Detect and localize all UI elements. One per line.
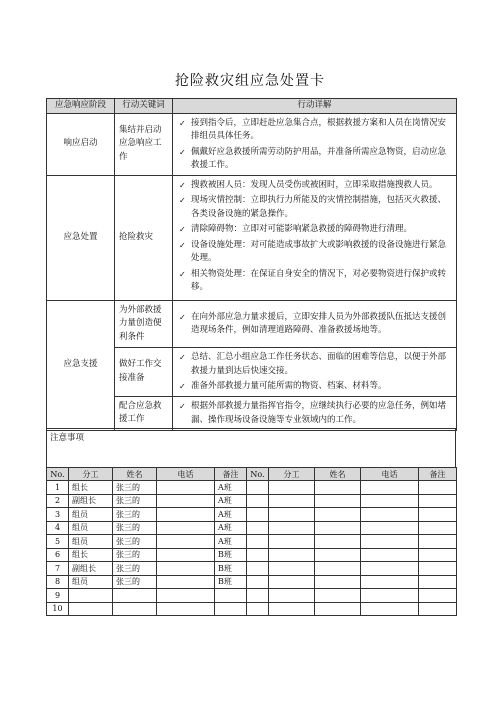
- roster-header-cell: 分工: [69, 468, 113, 481]
- roster-phone-cell: [157, 535, 215, 549]
- roster-empty-cell: [361, 508, 419, 522]
- roster-empty-cell: [269, 602, 315, 616]
- roster-empty-cell: [419, 562, 457, 576]
- detail-cell: [173, 396, 457, 430]
- detail-text: 在向外部应急力量求援后，立即安排人员为外部救援队伍抵达支援创造现场条件，例如清理道路障碍、准备救援场地等。: [191, 311, 447, 336]
- detail-item: [179, 239, 452, 266]
- roster-empty-cell: [269, 481, 315, 495]
- roster-role-cell: 副组长: [69, 562, 113, 576]
- header-detail: 行动详解: [173, 99, 457, 114]
- roster-header-cell: 电话: [157, 468, 215, 481]
- roster-name-cell: 张三的: [113, 521, 157, 535]
- roster-name-cell: 张三的: [113, 508, 157, 522]
- card-row: [47, 175, 457, 300]
- roster-empty-cell: [361, 481, 419, 495]
- roster-empty-cell: [315, 602, 361, 616]
- roster-phone-cell: [157, 602, 215, 616]
- roster-empty-cell: [361, 521, 419, 535]
- roster-empty-cell: [361, 494, 419, 508]
- detail-item: [179, 223, 452, 237]
- roster-no-cell: 7: [47, 562, 69, 576]
- roster-role-cell: 组长: [69, 548, 113, 562]
- header-phase: 应急响应阶段: [47, 99, 115, 114]
- detail-cell: [173, 113, 457, 175]
- check-icon: ✓: [179, 147, 186, 157]
- roster-empty-cell: [361, 562, 419, 576]
- roster-row: [47, 602, 457, 616]
- roster-empty-cell: [247, 575, 269, 589]
- detail-item: [179, 311, 452, 338]
- roster-phone-cell: [157, 562, 215, 576]
- roster-empty-cell: [269, 535, 315, 549]
- roster-phone-cell: [157, 575, 215, 589]
- roster-empty-cell: [269, 562, 315, 576]
- roster-role-cell: 组员: [69, 508, 113, 522]
- roster-phone-cell: [157, 481, 215, 495]
- roster-empty-cell: [315, 508, 361, 522]
- roster-note-cell: B班: [215, 575, 247, 589]
- roster-role-cell: 组长: [69, 481, 113, 495]
- roster-empty-cell: [419, 494, 457, 508]
- roster-no-cell: 8: [47, 575, 69, 589]
- check-icon: ✓: [179, 196, 186, 205]
- roster-empty-cell: [315, 548, 361, 562]
- roster-empty-cell: [315, 562, 361, 576]
- emergency-card-table: [46, 98, 457, 431]
- check-icon: ✓: [179, 269, 186, 279]
- roster-empty-cell: [315, 589, 361, 603]
- phase-cell: 应急支援: [47, 300, 115, 430]
- detail-text: 接到指令后，立即赶赴应急集合点，根据救援方案和人员在岗情况安排组员具体任务。: [191, 117, 447, 141]
- notes-box: [46, 428, 456, 468]
- detail-item: [179, 179, 452, 193]
- roster-header-cell: 电话: [361, 468, 419, 481]
- detail-cell: [173, 348, 457, 397]
- roster-empty-cell: [419, 575, 457, 589]
- roster-no-cell: 1: [47, 481, 69, 495]
- roster-name-cell: 张三的: [113, 494, 157, 508]
- detail-text: 现场灾情控制：立即执行力所能及的灾情控制措施，包括灭火救援、各类设备设施的紧急操作。: [191, 195, 447, 219]
- check-icon: ✓: [179, 353, 186, 362]
- roster-empty-cell: [361, 575, 419, 589]
- roster-empty-cell: [419, 535, 457, 549]
- detail-text: 佩戴好应急救援所需劳动防护用品，并准备所需应急物资，启动应急救援工作。: [191, 146, 447, 170]
- notes-label: 注意事项: [47, 429, 456, 468]
- roster-role-cell: 组员: [69, 521, 113, 535]
- detail-text: 设备设施处理：对可能造成事故扩大或影响救援的设备设施进行紧急处理。: [191, 239, 447, 263]
- roster-row: [47, 494, 457, 508]
- detail-text: 准备外部救援力量可能所需的物资、档案、材料等。: [191, 381, 387, 391]
- action-cell: 做好工作交接准备: [115, 348, 173, 397]
- roster-empty-cell: [247, 589, 269, 603]
- roster-table: [46, 467, 457, 616]
- roster-name-cell: 张三的: [113, 535, 157, 549]
- roster-no-cell: 5: [47, 535, 69, 549]
- roster-note-cell: A班: [215, 521, 247, 535]
- roster-empty-cell: [247, 562, 269, 576]
- roster-phone-cell: [157, 589, 215, 603]
- roster-name-cell: 张三的: [113, 575, 157, 589]
- roster-phone-cell: [157, 494, 215, 508]
- roster-name-cell: 张三的: [113, 562, 157, 576]
- roster-empty-cell: [269, 575, 315, 589]
- roster-phone-cell: [157, 521, 215, 535]
- roster-empty-cell: [247, 602, 269, 616]
- roster-empty-cell: [419, 548, 457, 562]
- detail-item: [179, 400, 452, 427]
- detail-item: [179, 194, 452, 221]
- roster-empty-cell: [269, 548, 315, 562]
- roster-row: [47, 548, 457, 562]
- roster-header-cell: 姓名: [113, 468, 157, 481]
- detail-cell: [173, 300, 457, 348]
- header-action: 行动关键词: [115, 99, 173, 114]
- roster-phone-cell: [157, 508, 215, 522]
- roster-row: [47, 562, 457, 576]
- roster-no-cell: 3: [47, 508, 69, 522]
- roster-empty-cell: [247, 508, 269, 522]
- page-title: 抢险救灾组应急处置卡: [175, 73, 325, 89]
- card-row: [47, 113, 457, 175]
- check-icon: ✓: [179, 118, 186, 128]
- roster-row: [47, 508, 457, 522]
- card-header-row: [47, 99, 457, 114]
- roster-phone-cell: [157, 548, 215, 562]
- roster-header-cell: 姓名: [315, 468, 361, 481]
- roster-note-cell: A班: [215, 481, 247, 495]
- roster-row: [47, 575, 457, 589]
- detail-item: [179, 117, 452, 144]
- roster-header-cell: No.: [247, 468, 269, 481]
- roster-header-row: [47, 468, 457, 481]
- roster-empty-cell: [269, 494, 315, 508]
- roster-note-cell: A班: [215, 494, 247, 508]
- roster-empty-cell: [269, 508, 315, 522]
- detail-cell: [173, 175, 457, 300]
- roster-empty-cell: [315, 521, 361, 535]
- roster-no-cell: 9: [47, 589, 69, 603]
- roster-name-cell: 张三的: [113, 481, 157, 495]
- phase-cell: 应急处置: [47, 175, 115, 300]
- roster-no-cell: 6: [47, 548, 69, 562]
- check-icon: ✓: [179, 402, 186, 411]
- roster-role-cell: [69, 589, 113, 603]
- roster-role-cell: 组员: [69, 575, 113, 589]
- roster-header-cell: No.: [47, 468, 69, 481]
- card-row: [47, 300, 457, 348]
- roster-empty-cell: [247, 494, 269, 508]
- roster-empty-cell: [361, 535, 419, 549]
- roster-empty-cell: [315, 494, 361, 508]
- detail-item: [179, 146, 452, 173]
- detail-text: 总结、汇总小组应急工作任务状态、面临的困难等信息，以便于外部救援力量到达后快速交接。: [191, 352, 447, 376]
- roster-empty-cell: [419, 481, 457, 495]
- check-icon: ✓: [179, 382, 186, 391]
- roster-empty-cell: [419, 589, 457, 603]
- roster-no-cell: 10: [47, 602, 69, 616]
- check-icon: ✓: [179, 240, 186, 250]
- roster-name-cell: [113, 589, 157, 603]
- roster-empty-cell: [315, 575, 361, 589]
- roster-note-cell: A班: [215, 508, 247, 522]
- roster-empty-cell: [247, 535, 269, 549]
- roster-empty-cell: [315, 481, 361, 495]
- roster-empty-cell: [269, 521, 315, 535]
- detail-item: [179, 268, 452, 295]
- roster-note-cell: A班: [215, 535, 247, 549]
- roster-no-cell: 4: [47, 521, 69, 535]
- roster-name-cell: 张三的: [113, 548, 157, 562]
- roster-header-cell: 备注: [215, 468, 247, 481]
- phase-cell: 响应启动: [47, 113, 115, 175]
- check-icon: ✓: [179, 312, 186, 322]
- roster-empty-cell: [419, 602, 457, 616]
- roster-row: [47, 521, 457, 535]
- roster-empty-cell: [247, 481, 269, 495]
- detail-text: 根据外部救援力量指挥官指令，应继续执行必要的应急任务，例如堵漏、操作现场设备设施等专业领域内的工作。: [191, 401, 447, 425]
- roster-name-cell: [113, 602, 157, 616]
- roster-role-cell: 副组长: [69, 494, 113, 508]
- roster-empty-cell: [247, 521, 269, 535]
- detail-text: 搜救被困人员：发现人员受伤或被困时，立即采取措施搜救人员。: [191, 179, 438, 190]
- action-cell: 配合应急救援工作: [115, 396, 173, 430]
- roster-note-cell: [215, 602, 247, 616]
- roster-note-cell: B班: [215, 562, 247, 576]
- roster-empty-cell: [269, 589, 315, 603]
- roster-note-cell: [215, 589, 247, 603]
- roster-empty-cell: [361, 602, 419, 616]
- roster-header-cell: 分工: [269, 468, 315, 481]
- action-cell: 抢险救灾: [115, 175, 173, 300]
- roster-empty-cell: [315, 535, 361, 549]
- roster-empty-cell: [361, 589, 419, 603]
- roster-row: [47, 481, 457, 495]
- detail-text: 清除障碍物：立即对可能影响紧急救援的障碍物进行清理。: [191, 224, 413, 234]
- action-cell: 集结并启动应急响应工作: [115, 113, 173, 175]
- check-icon: ✓: [179, 225, 186, 234]
- detail-item: [179, 380, 452, 394]
- roster-empty-cell: [419, 521, 457, 535]
- roster-empty-cell: [419, 508, 457, 522]
- roster-empty-cell: [247, 548, 269, 562]
- roster-empty-cell: [361, 548, 419, 562]
- roster-role-cell: [69, 602, 113, 616]
- roster-role-cell: 组员: [69, 535, 113, 549]
- detail-text: 相关物资处理：在保证自身安全的情况下，对必要物资进行保护或转移。: [191, 268, 447, 292]
- detail-item: [179, 351, 452, 378]
- action-cell: 为外部救援力量创造便利条件: [115, 300, 173, 348]
- roster-row: [47, 535, 457, 549]
- roster-note-cell: B班: [215, 548, 247, 562]
- check-icon: ✓: [179, 180, 186, 190]
- roster-no-cell: 2: [47, 494, 69, 508]
- roster-row: [47, 589, 457, 603]
- roster-header-cell: 备注: [419, 468, 457, 481]
